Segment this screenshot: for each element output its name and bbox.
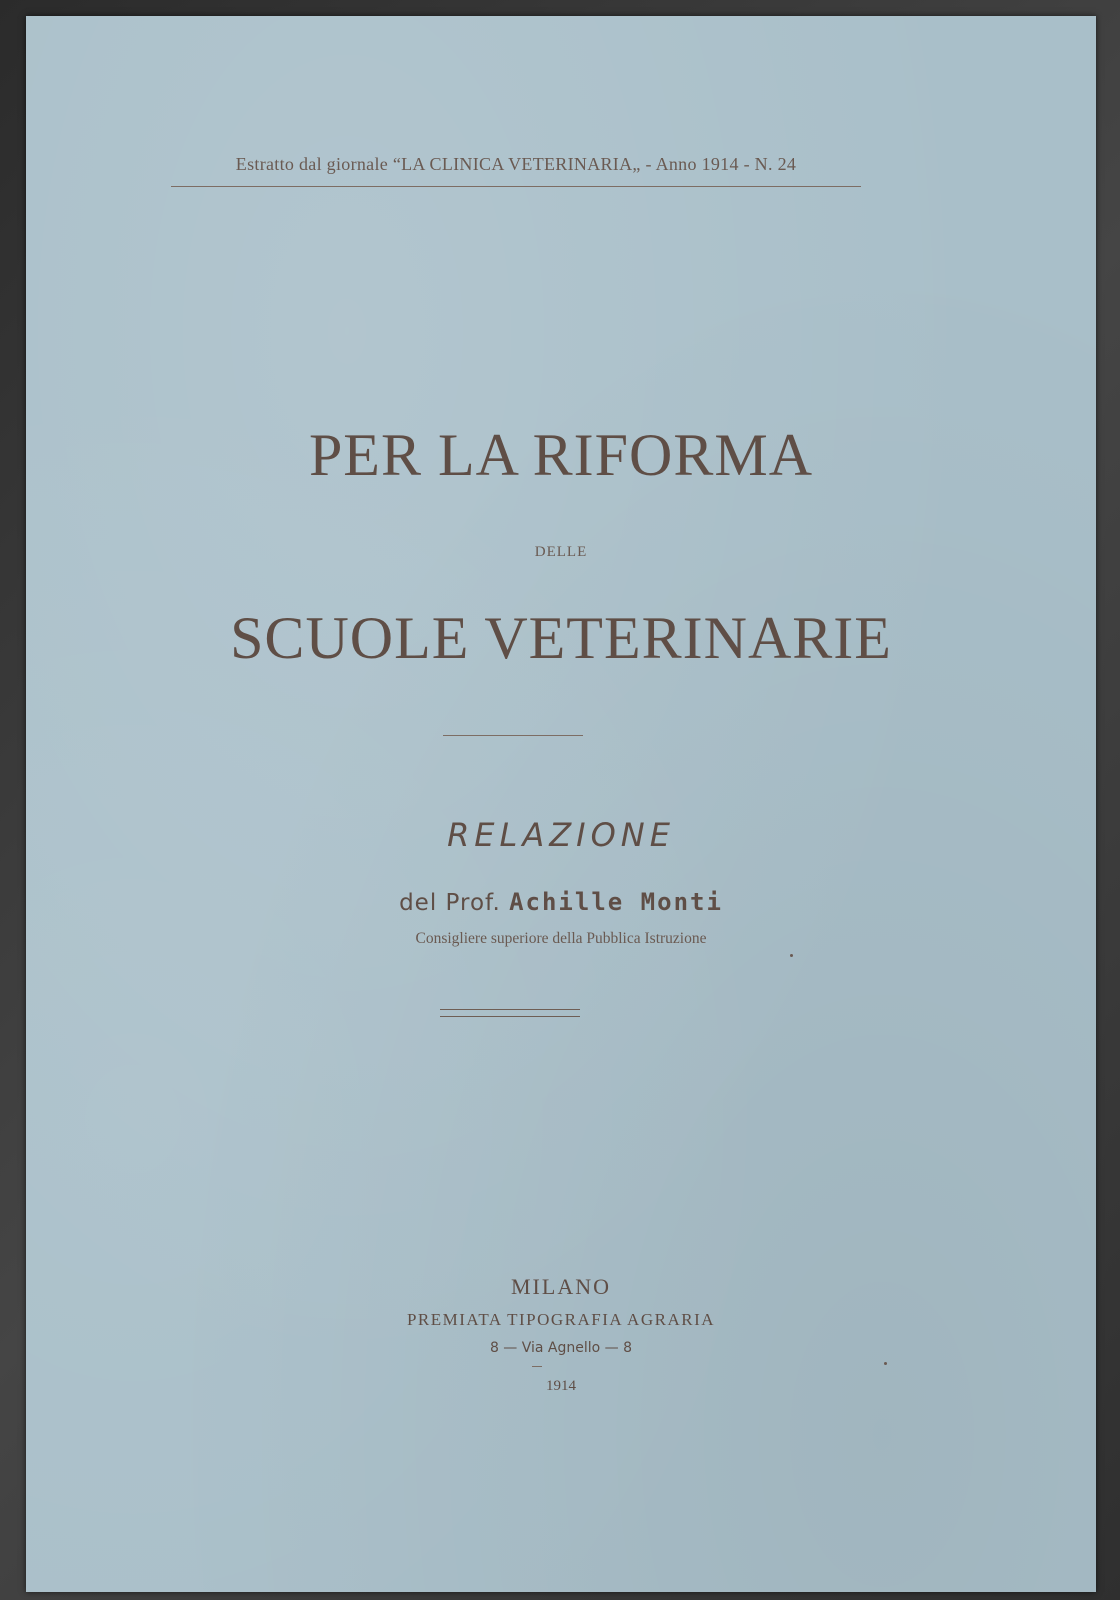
publication-year: 1914: [546, 1378, 576, 1394]
extract-header: Estratto dal giornale “LA CLINICA VETERINARIA„ - Anno 1914 - N. 24: [235, 154, 797, 174]
year-dash: [532, 1366, 542, 1367]
title-line-1: PER LA RIFORMA: [308, 422, 814, 488]
title-divider: [443, 735, 583, 736]
publisher-city: MILANO: [511, 1274, 611, 1299]
title-connector: DELLE: [534, 544, 588, 560]
author-prefix: del Prof.: [399, 890, 501, 916]
double-rule-divider: [440, 1009, 580, 1017]
publisher-printer: PREMIATA TIPOGRAFIA AGRARIA: [406, 1310, 716, 1329]
paper-speck: [884, 1362, 887, 1365]
pamphlet-cover: [26, 16, 1096, 1592]
author-title: Consigliere superiore della Pubblica Istruzione: [415, 930, 707, 947]
publisher-address: 8 — Via Agnello — 8: [489, 1340, 633, 1356]
author-name: Achille Monti: [509, 888, 723, 916]
title-line-2: SCUOLE VETERINARIE: [230, 605, 892, 671]
author-line: [26, 888, 1096, 916]
header-rule: [171, 186, 861, 187]
paper-speck: [790, 954, 793, 957]
document-type: RELAZIONE: [447, 816, 675, 854]
